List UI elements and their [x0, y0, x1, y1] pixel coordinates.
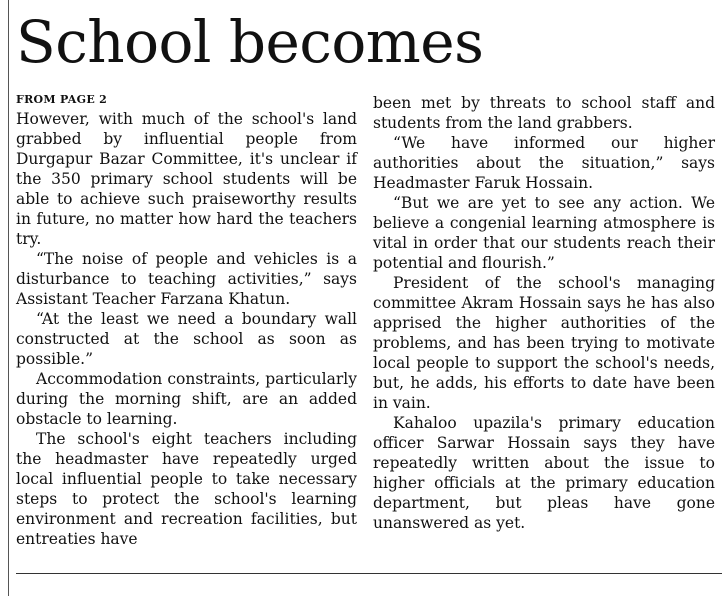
paragraph: “The noise of people and vehicles is a disturbance to teaching activities,” says Assistant Teacher Farzana Khatun. [16, 250, 357, 308]
bottom-rule [16, 573, 722, 574]
headline: School becomes [16, 8, 484, 76]
right-column [373, 93, 715, 533]
paragraph: been met by threats to school staff and students from the land grabbers. [373, 94, 715, 132]
paragraph: “But we are yet to see any action. We believe a congenial learning atmosphere is vital in order that our students reach their potential and flourish.” [373, 194, 715, 272]
paragraph: President of the school's managing committee Akram Hossain says he has also apprised the higher authorities of the problems, and has been trying to motivate local people to support the school's needs, but, he adds, his efforts to date have been in vain. [373, 274, 715, 412]
paragraph: “At the least we need a boundary wall constructed at the school as soon as possible.” [16, 310, 357, 368]
paragraph: However, with much of the school's land grabbed by influential people from Durgapur Bazar Committee, it's unclear if the 350 primary school students will be able to achieve such praiseworthy results in future, no matter how hard the teachers try. [16, 110, 357, 248]
left-column [16, 109, 357, 549]
paragraph: Kahaloo upazila's primary education officer Sarwar Hossain says they have repeatedly written about the issue to higher officials at the primary education department, but pleas have gone unanswered as yet. [373, 414, 715, 532]
paragraph: The school's eight teachers including the headmaster have repeatedly urged local influential people to take necessary steps to protect the school's learning environment and recreation facilities, but entreaties have [16, 430, 357, 548]
paragraph: “We have informed our higher authorities about the situation,” says Headmaster Faruk Hossain. [373, 134, 715, 192]
from-page-kicker: FROM PAGE 2 [16, 93, 108, 106]
paragraph: Accommodation constraints, particularly during the morning shift, are an added obstacle to learning. [16, 370, 357, 428]
